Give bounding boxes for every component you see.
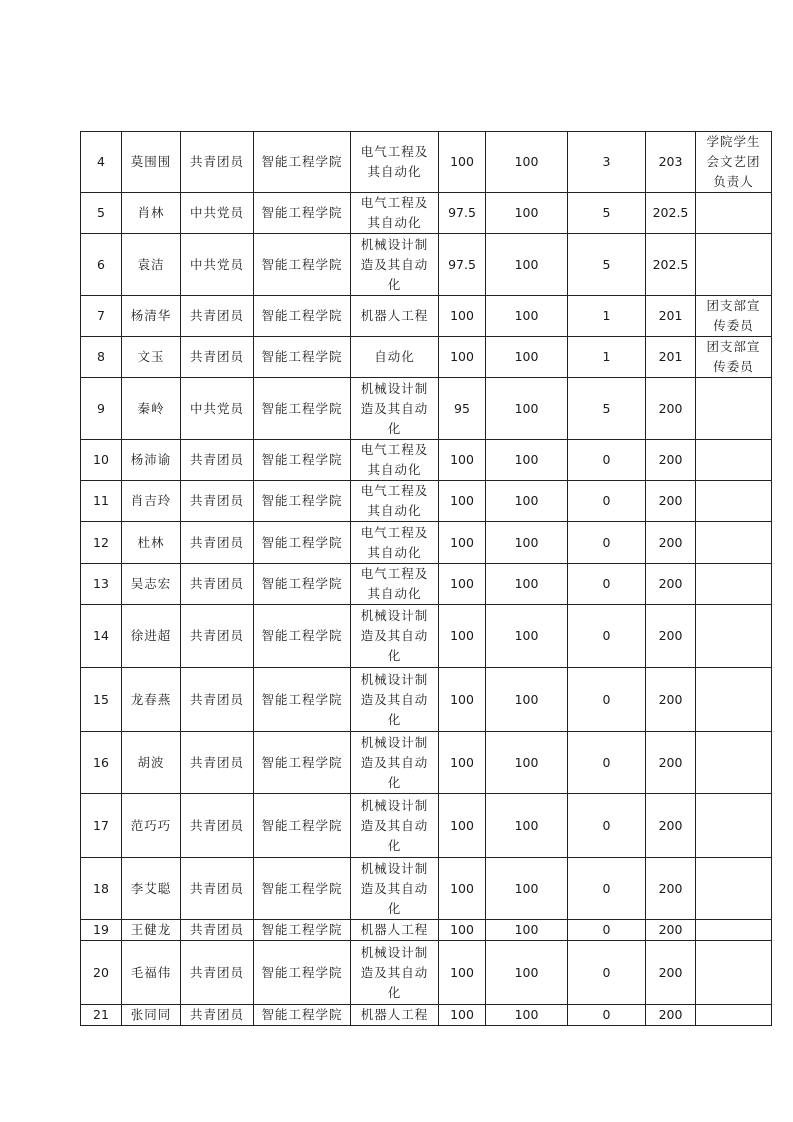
student-name-cell: 龙春燕 <box>122 668 181 732</box>
total-score-cell: 200 <box>646 1005 696 1026</box>
score-1-cell: 100 <box>439 337 486 378</box>
score-1-cell: 100 <box>439 605 486 668</box>
score-3-cell: 0 <box>568 941 646 1005</box>
student-name-cell: 杨清华 <box>122 296 181 337</box>
score-2-cell: 100 <box>486 1005 568 1026</box>
total-score-cell: 200 <box>646 481 696 522</box>
table-row <box>81 132 772 193</box>
total-score-cell: 202.5 <box>646 234 696 296</box>
political-status-cell: 共青团员 <box>181 564 254 605</box>
score-3-cell: 3 <box>568 132 646 193</box>
score-1-cell: 100 <box>439 941 486 1005</box>
row-number-cell: 13 <box>81 564 122 605</box>
row-number-cell: 20 <box>81 941 122 1005</box>
remark-cell: 团支部宣 传委员 <box>696 337 772 378</box>
table-row <box>81 522 772 564</box>
score-3-cell: 5 <box>568 193 646 234</box>
score-2-cell: 100 <box>486 378 568 440</box>
student-name-cell: 范巧巧 <box>122 794 181 858</box>
major-cell: 机械设计制 造及其自动 化 <box>351 794 439 858</box>
score-3-cell: 5 <box>568 234 646 296</box>
score-3-cell: 0 <box>568 481 646 522</box>
college-name-cell: 智能工程学院 <box>254 858 351 920</box>
student-name-cell: 杜林 <box>122 522 181 564</box>
row-number-cell: 17 <box>81 794 122 858</box>
student-name-cell: 秦岭 <box>122 378 181 440</box>
score-3-cell: 0 <box>568 522 646 564</box>
remark-cell: 团支部宣 传委员 <box>696 296 772 337</box>
major-cell: 机械设计制 造及其自动 化 <box>351 378 439 440</box>
score-3-cell: 0 <box>568 605 646 668</box>
row-number-cell: 19 <box>81 920 122 941</box>
score-1-cell: 100 <box>439 1005 486 1026</box>
total-score-cell: 200 <box>646 605 696 668</box>
major-cell: 电气工程及 其自动化 <box>351 481 439 522</box>
score-1-cell: 100 <box>439 858 486 920</box>
remark-cell <box>696 668 772 732</box>
table-row <box>81 920 772 941</box>
remark-cell <box>696 234 772 296</box>
political-status-cell: 共青团员 <box>181 732 254 794</box>
major-cell: 电气工程及 其自动化 <box>351 522 439 564</box>
row-number-cell: 15 <box>81 668 122 732</box>
score-1-cell: 100 <box>439 296 486 337</box>
remark-cell <box>696 941 772 1005</box>
score-1-cell: 100 <box>439 522 486 564</box>
score-1-cell: 100 <box>439 132 486 193</box>
table-row <box>81 941 772 1005</box>
total-score-cell: 200 <box>646 440 696 481</box>
total-score-cell: 200 <box>646 668 696 732</box>
remark-cell <box>696 193 772 234</box>
table-row <box>81 337 772 378</box>
total-score-cell: 200 <box>646 794 696 858</box>
score-3-cell: 0 <box>568 668 646 732</box>
college-name-cell: 智能工程学院 <box>254 193 351 234</box>
table-row <box>81 193 772 234</box>
student-name-cell: 吴志宏 <box>122 564 181 605</box>
major-cell: 机器人工程 <box>351 1005 439 1026</box>
row-number-cell: 8 <box>81 337 122 378</box>
score-1-cell: 100 <box>439 920 486 941</box>
total-score-cell: 200 <box>646 522 696 564</box>
student-name-cell: 文玉 <box>122 337 181 378</box>
student-name-cell: 肖林 <box>122 193 181 234</box>
major-cell: 电气工程及 其自动化 <box>351 132 439 193</box>
major-cell: 机械设计制 造及其自动 化 <box>351 605 439 668</box>
college-name-cell: 智能工程学院 <box>254 732 351 794</box>
score-1-cell: 97.5 <box>439 193 486 234</box>
score-2-cell: 100 <box>486 337 568 378</box>
major-cell: 机械设计制 造及其自动 化 <box>351 668 439 732</box>
row-number-cell: 9 <box>81 378 122 440</box>
score-2-cell: 100 <box>486 522 568 564</box>
table-row <box>81 564 772 605</box>
remark-cell <box>696 522 772 564</box>
total-score-cell: 200 <box>646 564 696 605</box>
major-cell: 电气工程及 其自动化 <box>351 193 439 234</box>
table-row <box>81 794 772 858</box>
row-number-cell: 4 <box>81 132 122 193</box>
remark-cell <box>696 605 772 668</box>
table-row <box>81 605 772 668</box>
score-3-cell: 1 <box>568 296 646 337</box>
college-name-cell: 智能工程学院 <box>254 337 351 378</box>
political-status-cell: 共青团员 <box>181 920 254 941</box>
remark-cell <box>696 481 772 522</box>
college-name-cell: 智能工程学院 <box>254 234 351 296</box>
total-score-cell: 200 <box>646 858 696 920</box>
political-status-cell: 中共党员 <box>181 378 254 440</box>
score-1-cell: 100 <box>439 481 486 522</box>
score-2-cell: 100 <box>486 234 568 296</box>
total-score-cell: 202.5 <box>646 193 696 234</box>
row-number-cell: 10 <box>81 440 122 481</box>
roster-body <box>81 132 772 1026</box>
table-row <box>81 732 772 794</box>
score-3-cell: 5 <box>568 378 646 440</box>
political-status-cell: 中共党员 <box>181 234 254 296</box>
college-name-cell: 智能工程学院 <box>254 522 351 564</box>
college-name-cell: 智能工程学院 <box>254 132 351 193</box>
score-3-cell: 0 <box>568 732 646 794</box>
student-name-cell: 莫围围 <box>122 132 181 193</box>
remark-cell <box>696 732 772 794</box>
score-3-cell: 0 <box>568 858 646 920</box>
total-score-cell: 200 <box>646 920 696 941</box>
score-1-cell: 100 <box>439 668 486 732</box>
score-3-cell: 0 <box>568 564 646 605</box>
college-name-cell: 智能工程学院 <box>254 1005 351 1026</box>
student-name-cell: 胡波 <box>122 732 181 794</box>
score-2-cell: 100 <box>486 668 568 732</box>
total-score-cell: 200 <box>646 378 696 440</box>
college-name-cell: 智能工程学院 <box>254 920 351 941</box>
student-name-cell: 李艾聪 <box>122 858 181 920</box>
political-status-cell: 共青团员 <box>181 522 254 564</box>
row-number-cell: 18 <box>81 858 122 920</box>
major-cell: 电气工程及 其自动化 <box>351 440 439 481</box>
major-cell: 机器人工程 <box>351 296 439 337</box>
table-row <box>81 234 772 296</box>
political-status-cell: 共青团员 <box>181 440 254 481</box>
score-2-cell: 100 <box>486 858 568 920</box>
total-score-cell: 201 <box>646 337 696 378</box>
total-score-cell: 201 <box>646 296 696 337</box>
score-2-cell: 100 <box>486 564 568 605</box>
score-1-cell: 97.5 <box>439 234 486 296</box>
score-2-cell: 100 <box>486 941 568 1005</box>
political-status-cell: 共青团员 <box>181 481 254 522</box>
major-cell: 机器人工程 <box>351 920 439 941</box>
table-row <box>81 440 772 481</box>
total-score-cell: 200 <box>646 732 696 794</box>
score-3-cell: 1 <box>568 337 646 378</box>
score-2-cell: 100 <box>486 440 568 481</box>
political-status-cell: 共青团员 <box>181 941 254 1005</box>
score-1-cell: 100 <box>439 794 486 858</box>
college-name-cell: 智能工程学院 <box>254 668 351 732</box>
student-name-cell: 张同同 <box>122 1005 181 1026</box>
major-cell: 电气工程及 其自动化 <box>351 564 439 605</box>
remark-cell <box>696 794 772 858</box>
row-number-cell: 16 <box>81 732 122 794</box>
row-number-cell: 7 <box>81 296 122 337</box>
student-name-cell: 毛福伟 <box>122 941 181 1005</box>
score-3-cell: 0 <box>568 920 646 941</box>
row-number-cell: 6 <box>81 234 122 296</box>
remark-cell <box>696 440 772 481</box>
table-row <box>81 296 772 337</box>
score-1-cell: 100 <box>439 732 486 794</box>
score-2-cell: 100 <box>486 193 568 234</box>
political-status-cell: 共青团员 <box>181 668 254 732</box>
political-status-cell: 共青团员 <box>181 605 254 668</box>
score-3-cell: 0 <box>568 1005 646 1026</box>
row-number-cell: 14 <box>81 605 122 668</box>
row-number-cell: 11 <box>81 481 122 522</box>
student-name-cell: 袁洁 <box>122 234 181 296</box>
remark-cell <box>696 378 772 440</box>
college-name-cell: 智能工程学院 <box>254 378 351 440</box>
table-row <box>81 668 772 732</box>
score-3-cell: 0 <box>568 440 646 481</box>
political-status-cell: 共青团员 <box>181 858 254 920</box>
major-cell: 机械设计制 造及其自动 化 <box>351 732 439 794</box>
political-status-cell: 共青团员 <box>181 794 254 858</box>
political-status-cell: 共青团员 <box>181 337 254 378</box>
student-roster-table <box>80 131 772 1026</box>
major-cell: 机械设计制 造及其自动 化 <box>351 858 439 920</box>
college-name-cell: 智能工程学院 <box>254 605 351 668</box>
score-2-cell: 100 <box>486 481 568 522</box>
college-name-cell: 智能工程学院 <box>254 564 351 605</box>
score-2-cell: 100 <box>486 920 568 941</box>
college-name-cell: 智能工程学院 <box>254 296 351 337</box>
score-2-cell: 100 <box>486 132 568 193</box>
table-row <box>81 1005 772 1026</box>
table-row <box>81 378 772 440</box>
political-status-cell: 共青团员 <box>181 132 254 193</box>
major-cell: 机械设计制 造及其自动 化 <box>351 234 439 296</box>
table-row <box>81 858 772 920</box>
score-1-cell: 95 <box>439 378 486 440</box>
college-name-cell: 智能工程学院 <box>254 440 351 481</box>
row-number-cell: 12 <box>81 522 122 564</box>
student-name-cell: 肖吉玲 <box>122 481 181 522</box>
remark-cell <box>696 1005 772 1026</box>
score-3-cell: 0 <box>568 794 646 858</box>
political-status-cell: 中共党员 <box>181 193 254 234</box>
score-1-cell: 100 <box>439 564 486 605</box>
political-status-cell: 共青团员 <box>181 1005 254 1026</box>
college-name-cell: 智能工程学院 <box>254 941 351 1005</box>
score-2-cell: 100 <box>486 605 568 668</box>
major-cell: 机械设计制 造及其自动 化 <box>351 941 439 1005</box>
student-name-cell: 杨沛谕 <box>122 440 181 481</box>
score-2-cell: 100 <box>486 794 568 858</box>
student-name-cell: 徐进超 <box>122 605 181 668</box>
row-number-cell: 5 <box>81 193 122 234</box>
total-score-cell: 200 <box>646 941 696 1005</box>
row-number-cell: 21 <box>81 1005 122 1026</box>
remark-cell <box>696 858 772 920</box>
table-row <box>81 481 772 522</box>
student-name-cell: 王健龙 <box>122 920 181 941</box>
remark-cell <box>696 920 772 941</box>
remark-cell: 学院学生 会文艺团 负责人 <box>696 132 772 193</box>
score-2-cell: 100 <box>486 732 568 794</box>
college-name-cell: 智能工程学院 <box>254 794 351 858</box>
political-status-cell: 共青团员 <box>181 296 254 337</box>
college-name-cell: 智能工程学院 <box>254 481 351 522</box>
score-2-cell: 100 <box>486 296 568 337</box>
total-score-cell: 203 <box>646 132 696 193</box>
major-cell: 自动化 <box>351 337 439 378</box>
remark-cell <box>696 564 772 605</box>
score-1-cell: 100 <box>439 440 486 481</box>
